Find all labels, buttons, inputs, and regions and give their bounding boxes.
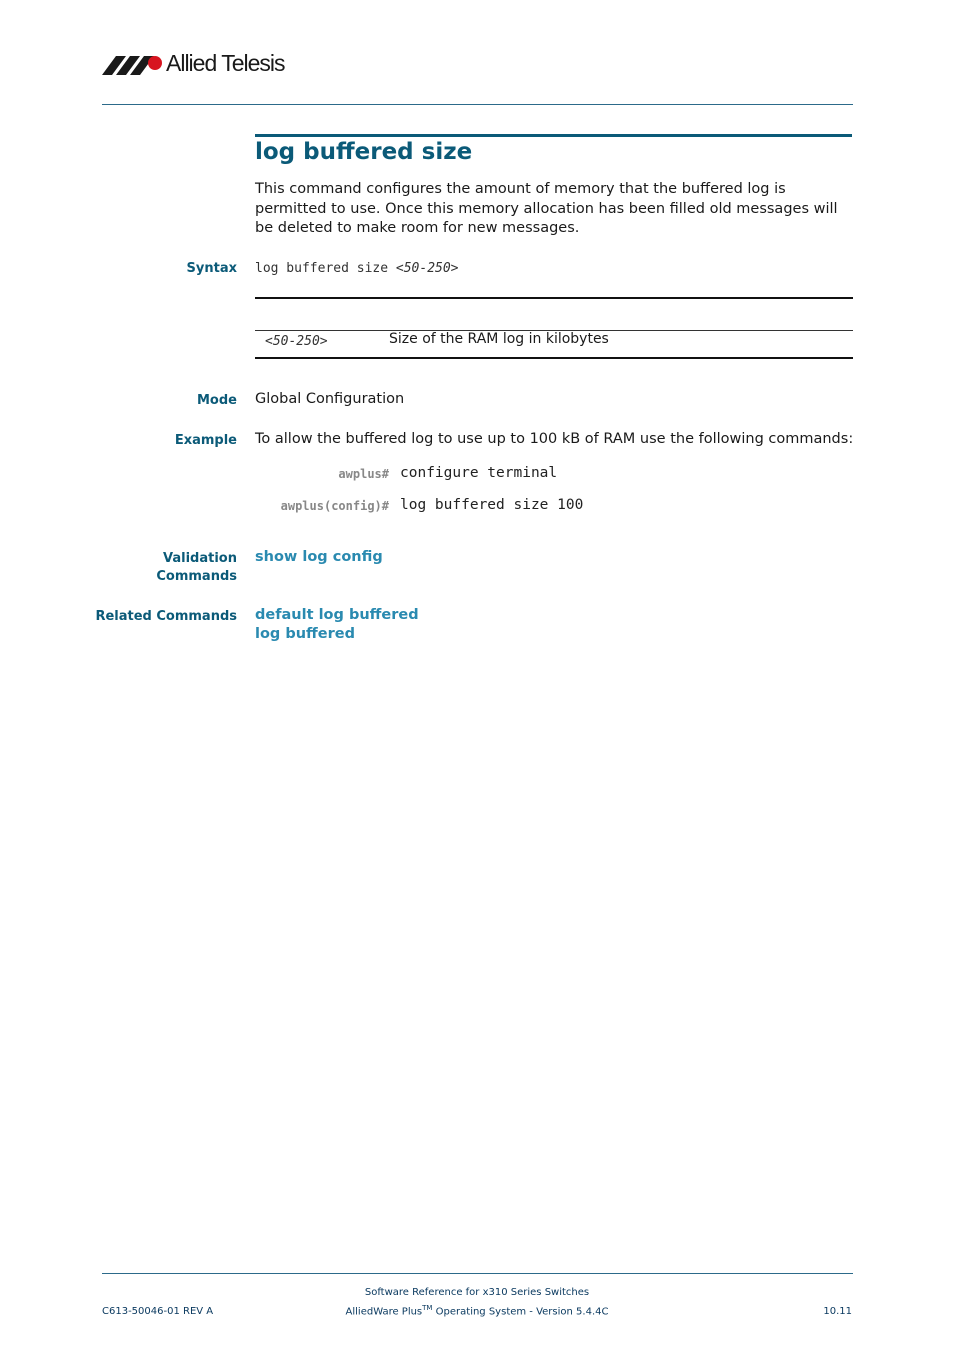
- syntax-command: [255, 261, 459, 276]
- syntax-label: Syntax: [186, 261, 237, 276]
- syntax-param: <50-250>: [395, 261, 459, 276]
- footer-trademark: TM: [422, 1304, 433, 1312]
- example-label: Example: [174, 433, 237, 448]
- syntax-rule: [255, 297, 853, 299]
- example-prompt: awplus#: [338, 467, 389, 481]
- param-table-bottom-rule: [255, 357, 853, 359]
- validation-label-line1: Validation: [163, 551, 237, 566]
- example-command: log buffered size 100: [400, 497, 584, 513]
- related-link-log-buffered[interactable]: log buffered: [255, 626, 356, 642]
- header-divider: [102, 104, 853, 105]
- related-link-default-log-buffered[interactable]: default log buffered: [255, 607, 419, 623]
- mode-value: Global Configuration: [255, 391, 405, 407]
- validation-label-line2: Commands: [156, 569, 237, 584]
- footer-title-line2: [0, 1304, 954, 1317]
- example-prompt: awplus(config)#: [280, 499, 389, 513]
- example-text: To allow the buffered log to use up to 100 kB of RAM use the following commands:: [255, 431, 854, 447]
- footer-doc-id: C613-50046-01 REV A: [102, 1306, 214, 1317]
- param-name: <50-250>: [265, 334, 328, 349]
- param-description: Size of the RAM log in kilobytes: [389, 331, 609, 347]
- command-description: This command configures the amount of memory that the buffered log is permitted to use. Once this memory allocation has been filled old messages will be deleted to make room for new messages.: [255, 181, 838, 236]
- footer-version: Operating System - Version 5.4.4C: [432, 1306, 609, 1318]
- mode-label: Mode: [197, 393, 237, 408]
- example-command: configure terminal: [400, 465, 558, 481]
- related-commands-label: Related Commands: [95, 609, 237, 624]
- footer-product: AlliedWare Plus: [345, 1306, 423, 1318]
- footer-divider: [102, 1273, 853, 1274]
- allied-telesis-logo-icon: [102, 54, 164, 76]
- company-logo: [102, 50, 302, 82]
- title-rule: [255, 134, 852, 137]
- syntax-command-text: log buffered size: [255, 261, 396, 276]
- logo-wordmark: Allied Telesis: [166, 50, 285, 76]
- validation-label: [156, 550, 237, 586]
- footer-page-number: 10.11: [823, 1306, 852, 1317]
- footer-title-line1: Software Reference for x310 Series Switches: [364, 1287, 590, 1298]
- page-title: log buffered size: [255, 139, 473, 165]
- validation-link-show-log-config[interactable]: show log config: [255, 549, 383, 565]
